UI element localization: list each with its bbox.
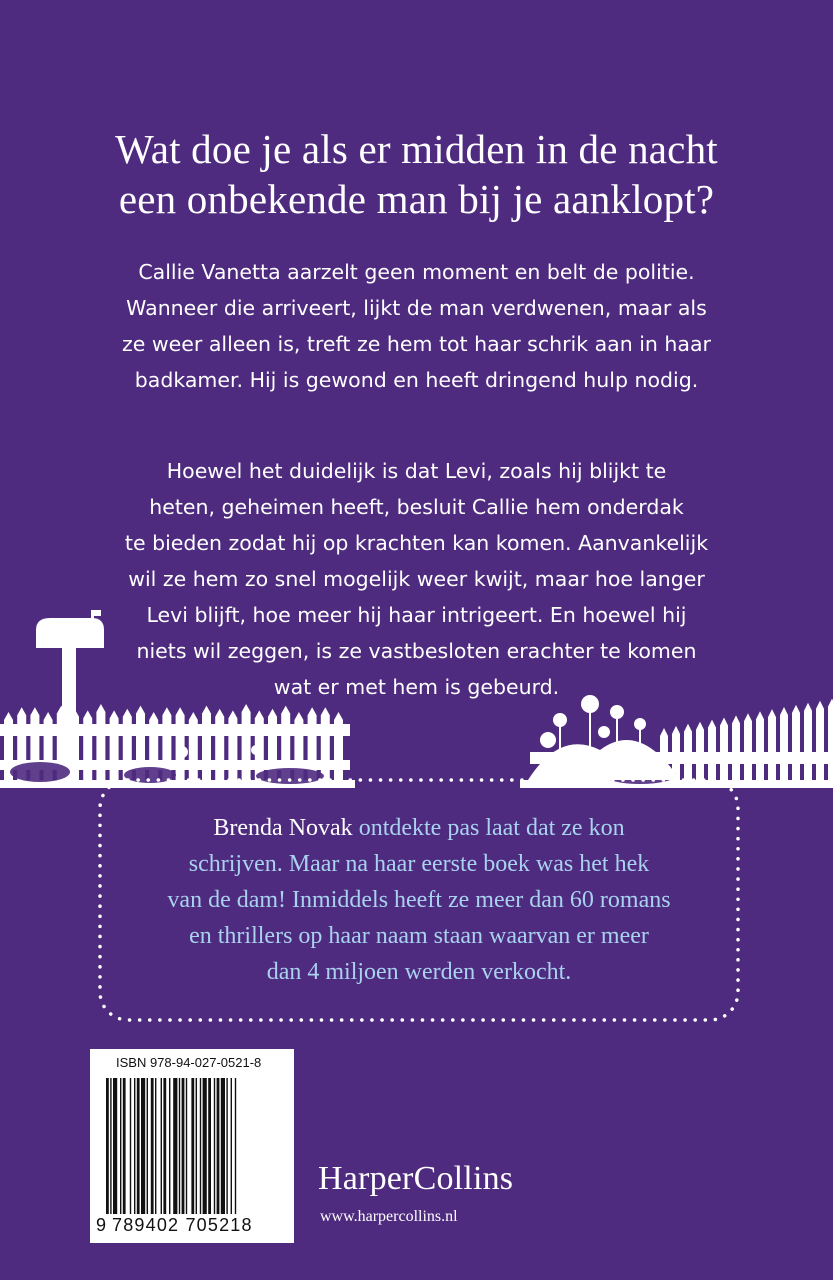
fence-picket [96, 704, 105, 784]
blurb-line: Levi blijft, hoe meer hij haar intrigeert. En hoewel hij [146, 603, 687, 627]
fence-picket [816, 701, 824, 784]
fence-picket [768, 709, 776, 784]
fence-picket [228, 710, 237, 784]
publisher-logo: HarperCollins [318, 1160, 514, 1197]
blurb-line: Callie Vanetta aarzelt geen moment en belt de politie. [138, 260, 695, 284]
barcode-bar [191, 1078, 194, 1214]
barcode-bar [113, 1078, 117, 1214]
fence-picket [83, 710, 92, 784]
barcode-bar [214, 1078, 215, 1214]
fence-picket [708, 720, 716, 784]
barcode-bar [221, 1078, 225, 1214]
fence-picket [202, 706, 211, 784]
blurb-line: heten, geheimen heeft, besluit Callie hem onderdak [149, 495, 684, 519]
barcode-bar [151, 1078, 154, 1214]
barcode-bar [200, 1078, 201, 1214]
bio-line: dan 4 miljoen werden verkocht. [266, 959, 572, 985]
tagline-line: Wat doe je als er midden in de nacht [115, 126, 718, 172]
barcode-bar [179, 1078, 180, 1214]
fence-picket [684, 724, 692, 784]
isbn-label: ISBN 978-94-027-0521-8 [116, 1055, 262, 1070]
barcode-box [90, 1049, 294, 1243]
fence-picket [110, 710, 119, 784]
bio-line [96, 810, 742, 846]
tagline-line: een onbekende man bij je aanklopt? [118, 176, 715, 222]
fence-picket [696, 722, 704, 784]
blurb-line: Wanneer die arriveert, lijkt de man verdwenen, maar als [126, 296, 707, 320]
picket-fence-illustration [0, 600, 833, 800]
publisher-website: www.harpercollins.nl [320, 1208, 458, 1225]
blurb-line: Hoewel het duidelijk is dat Levi, zoals hij blijkt te [166, 459, 667, 483]
barcode-bar [106, 1078, 109, 1214]
fence-picket [780, 707, 788, 784]
author-bio [96, 810, 742, 990]
barcode-bar [186, 1078, 187, 1214]
barcode-bar [120, 1078, 121, 1214]
barcode-bar [182, 1078, 185, 1214]
fence-picket [732, 715, 740, 784]
barcode-bar [208, 1078, 211, 1214]
barcode-bar [231, 1078, 232, 1214]
barcode-bar [137, 1078, 140, 1214]
blurb-paragraph-1 [60, 254, 773, 398]
fence-picket [215, 709, 224, 784]
blurb-line: badkamer. Hij is gewond en heeft dringend hulp nodig. [134, 368, 699, 392]
bio-line: schrijven. Maar na haar eerste boek was het hek [188, 851, 650, 877]
fence-picket [70, 709, 79, 784]
barcode-bar [163, 1078, 166, 1214]
bio-line-rest: ontdekte pas laat dat ze kon [352, 815, 625, 841]
fence-picket [756, 711, 764, 784]
ean-first-digit: 9 [96, 1215, 108, 1235]
fence-picket [334, 712, 343, 784]
barcode-bar [226, 1078, 227, 1214]
barcode-bar [141, 1078, 145, 1214]
blurb-line: ze weer alleen is, treft ze hem tot haar schrik aan in haar [122, 332, 711, 356]
barcode-bar [217, 1078, 220, 1214]
fence-picket [792, 705, 800, 784]
author-name: Brenda Novak [213, 815, 353, 841]
barcode-bar [203, 1078, 207, 1214]
bio-line: en thrillers op haar naam staan waarvan er meer [189, 923, 649, 949]
barcode-bar [130, 1078, 131, 1214]
fence-picket [828, 699, 833, 784]
barcode-bar [161, 1078, 162, 1214]
barcode-icon [106, 1078, 282, 1214]
barcode-bar [147, 1078, 148, 1214]
blurb-line: wil ze hem zo snel mogelijk weer kwijt, maar hoe langer [128, 567, 705, 591]
barcode-bar [134, 1078, 135, 1214]
barcode-bar [235, 1078, 236, 1214]
blurb-line: wat er met hem is gebeurd. [273, 675, 560, 699]
blurb-line: niets wil zeggen, is ze vastbesloten erachter te komen [136, 639, 697, 663]
fence-picket [189, 712, 198, 784]
fence-picket [720, 718, 728, 785]
barcode-bar [110, 1078, 111, 1214]
barcode-bar [173, 1078, 177, 1214]
barcode-bar [123, 1078, 126, 1214]
barcode-bar [169, 1078, 170, 1214]
fence-picket [744, 713, 752, 784]
fence-picket [242, 704, 251, 784]
fence-picket [176, 707, 185, 784]
fence-picket [804, 703, 812, 784]
tagline [80, 124, 753, 224]
blurb-line: te bieden zodat hij op krachten kan komen. Aanvankelijk [124, 531, 709, 555]
bio-line: van de dam! Inmiddels heeft ze meer dan 60 romans [167, 887, 671, 913]
ean-digits-rest: 789402 705218 [112, 1215, 253, 1235]
barcode-bar [196, 1078, 197, 1214]
fence-picket [321, 707, 330, 784]
barcode-bar [155, 1078, 156, 1214]
